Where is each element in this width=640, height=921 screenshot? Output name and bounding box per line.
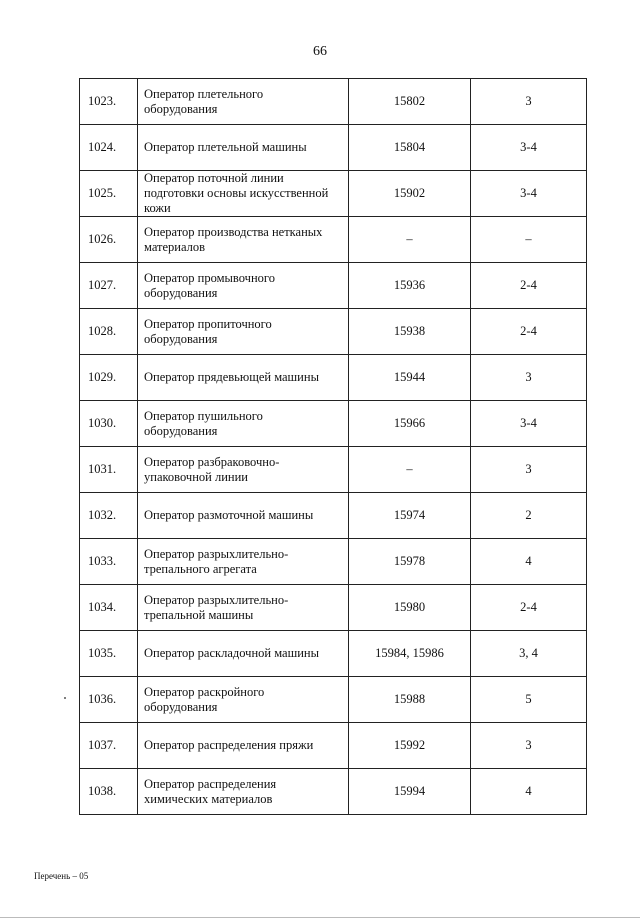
profession-name-cell: Оператор распределения химических материалов xyxy=(138,769,349,815)
table-row xyxy=(80,585,587,631)
row-number-cell: 1033. xyxy=(80,539,138,585)
table-body xyxy=(80,79,587,815)
profession-name-cell: Оператор разбраковочно- упаковочной линии xyxy=(138,447,349,493)
row-number-cell: 1025. xyxy=(80,171,138,217)
profession-name-cell: Оператор плетельной машины xyxy=(138,125,349,171)
profession-code-cell: 15938 xyxy=(349,309,471,355)
table-row xyxy=(80,677,587,723)
profession-code-cell: 15802 xyxy=(349,79,471,125)
profession-name-cell: Оператор разрыхлительно- трепальной машины xyxy=(138,585,349,631)
table-row xyxy=(80,79,587,125)
table-row xyxy=(80,723,587,769)
profession-name-cell: Оператор пушильного оборудования xyxy=(138,401,349,447)
profession-name-cell: Оператор раскладочной машины xyxy=(138,631,349,677)
row-number-cell: 1031. xyxy=(80,447,138,493)
row-number-cell: 1034. xyxy=(80,585,138,631)
page-number: 66 xyxy=(313,44,327,59)
profession-code-cell: 15936 xyxy=(349,263,471,309)
page-bottom-edge xyxy=(0,917,640,918)
category-range-cell: 3 xyxy=(471,79,587,125)
profession-code-cell: 15980 xyxy=(349,585,471,631)
profession-name-cell: Оператор размоточной машины xyxy=(138,493,349,539)
profession-name-cell: Оператор распределения пряжи xyxy=(138,723,349,769)
profession-code-cell: 15944 xyxy=(349,355,471,401)
profession-name-cell: Оператор пропиточного оборудования xyxy=(138,309,349,355)
profession-name-cell: Оператор промывочного оборудования xyxy=(138,263,349,309)
table-row xyxy=(80,125,587,171)
profession-code-cell: 15966 xyxy=(349,401,471,447)
profession-code-cell: 15902 xyxy=(349,171,471,217)
table-row xyxy=(80,539,587,585)
table-row xyxy=(80,217,587,263)
category-range-cell: 2-4 xyxy=(471,309,587,355)
category-range-cell: 2-4 xyxy=(471,263,587,309)
profession-code-cell: 15804 xyxy=(349,125,471,171)
row-number-cell: 1036. xyxy=(80,677,138,723)
profession-code-cell: 15978 xyxy=(349,539,471,585)
category-range-cell: 2-4 xyxy=(471,585,587,631)
table-row xyxy=(80,769,587,815)
profession-name-cell: Оператор раскройного оборудования xyxy=(138,677,349,723)
row-number-cell: 1038. xyxy=(80,769,138,815)
profession-code-cell: 15974 xyxy=(349,493,471,539)
profession-code-cell: 15992 xyxy=(349,723,471,769)
category-range-cell: 4 xyxy=(471,539,587,585)
profession-code-cell: – xyxy=(349,217,471,263)
category-range-cell: 3 xyxy=(471,355,587,401)
profession-name-cell: Оператор разрыхлительно- трепального агрегата xyxy=(138,539,349,585)
footer-label: Перечень – 05 xyxy=(34,871,89,881)
row-number-cell: 1037. xyxy=(80,723,138,769)
table-row xyxy=(80,171,587,217)
table-row xyxy=(80,309,587,355)
category-range-cell: 5 xyxy=(471,677,587,723)
category-range-cell: 2 xyxy=(471,493,587,539)
category-range-cell: 3-4 xyxy=(471,171,587,217)
row-number-cell: 1024. xyxy=(80,125,138,171)
row-number-cell: 1032. xyxy=(80,493,138,539)
category-range-cell: 3-4 xyxy=(471,125,587,171)
category-range-cell: – xyxy=(471,217,587,263)
row-number-cell: 1035. xyxy=(80,631,138,677)
profession-code-cell: 15994 xyxy=(349,769,471,815)
scan-mark xyxy=(64,697,66,699)
category-range-cell: 3 xyxy=(471,723,587,769)
profession-name-cell: Оператор поточной линии подготовки основы искусственной кожи xyxy=(138,171,349,217)
profession-name-cell: Оператор производства нетканых материалов xyxy=(138,217,349,263)
category-range-cell: 3, 4 xyxy=(471,631,587,677)
row-number-cell: 1029. xyxy=(80,355,138,401)
table-row xyxy=(80,263,587,309)
table-row xyxy=(80,401,587,447)
table-row xyxy=(80,447,587,493)
row-number-cell: 1023. xyxy=(80,79,138,125)
profession-code-cell: 15984, 15986 xyxy=(349,631,471,677)
row-number-cell: 1030. xyxy=(80,401,138,447)
category-range-cell: 3 xyxy=(471,447,587,493)
table-row xyxy=(80,493,587,539)
row-number-cell: 1028. xyxy=(80,309,138,355)
category-range-cell: 3-4 xyxy=(471,401,587,447)
profession-name-cell: Оператор плетельного оборудования xyxy=(138,79,349,125)
category-range-cell: 4 xyxy=(471,769,587,815)
table-row xyxy=(80,355,587,401)
profession-table xyxy=(79,78,587,815)
row-number-cell: 1027. xyxy=(80,263,138,309)
table-row xyxy=(80,631,587,677)
profession-code-cell: – xyxy=(349,447,471,493)
row-number-cell: 1026. xyxy=(80,217,138,263)
profession-name-cell: Оператор прядевьющей машины xyxy=(138,355,349,401)
profession-code-cell: 15988 xyxy=(349,677,471,723)
